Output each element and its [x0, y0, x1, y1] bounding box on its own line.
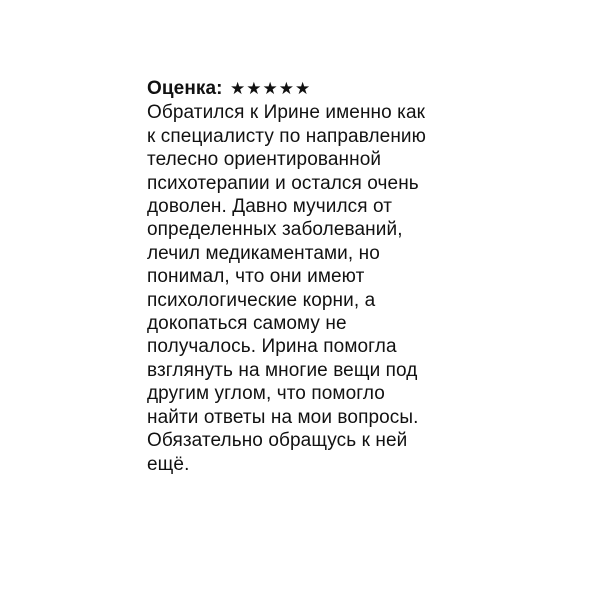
- review-line-12: взглянуть на многие вещи под: [147, 359, 418, 381]
- review-text-block: [147, 77, 447, 476]
- review-line-2: к специалисту по направлению: [147, 125, 426, 147]
- review-line-3: телесно ориентированной: [147, 149, 382, 171]
- review-line-8: понимал, что они имеют: [147, 266, 365, 288]
- rating-line: [147, 77, 447, 101]
- rating-label: Оценка:: [147, 78, 223, 99]
- rating-stars: ★★★★★: [230, 79, 312, 99]
- review-line-13: другим углом, что помогло: [147, 383, 385, 405]
- review-line-5: доволен. Давно мучился от: [147, 196, 393, 218]
- review-line-10: докопаться самому не: [147, 313, 347, 335]
- review-line-6: определенных заболеваний,: [147, 219, 403, 241]
- review-line-14: найти ответы на мои вопросы.: [147, 406, 419, 428]
- review-line-9: психологические корни, а: [147, 289, 376, 311]
- review-line-16: ещё.: [147, 453, 190, 475]
- review-line-1: Обратился к Ирине именно как: [147, 102, 426, 124]
- review-line-7: лечил медикаментами, но: [147, 242, 380, 264]
- review-line-4: психотерапии и остался очень: [147, 172, 419, 194]
- review-line-15: Обязательно обращусь к ней: [147, 430, 408, 452]
- review-line-11: получалось. Ирина помогла: [147, 336, 397, 358]
